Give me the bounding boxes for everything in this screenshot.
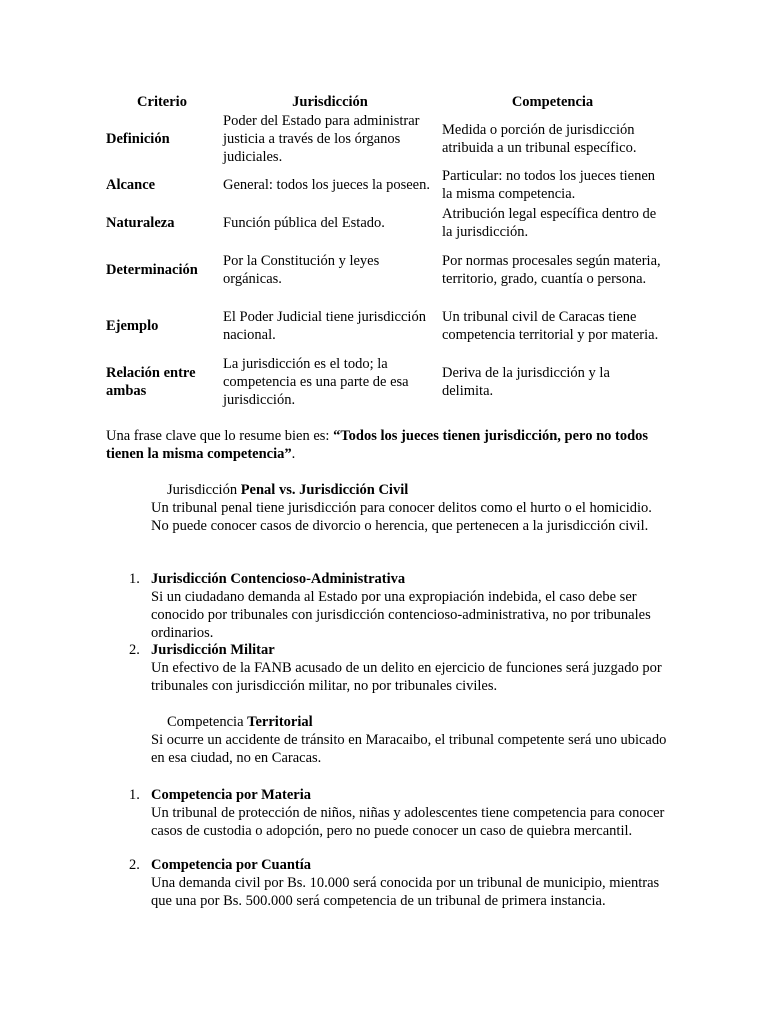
list-item [129,570,671,642]
row-competencia: Deriva de la jurisdicción y la delimita. [442,365,610,399]
list-item-title: Jurisdicción Contencioso-Administrativa [151,571,406,587]
row-jurisdiccion: General: todos los jueces la poseen. [223,177,430,193]
row-competencia: Atribución legal específica dentro de la jurisdicción. [442,206,657,240]
jurisdiccion-heading-text: Un tribunal penal tiene jurisdicción para conocer delitos como el hurto o el homicidio. No puede conocer casos de divorcio o herencia, que pertenecen a la jurisdicción civil. [151,500,652,534]
competencia-heading [167,713,313,731]
header-criterio: Criterio [137,94,187,110]
header-competencia: Competencia [511,94,594,110]
list-number: 1. [129,571,140,587]
table-header-row [103,92,665,112]
header-jurisdiccion: Jurisdicción [292,94,368,110]
list-item [129,856,671,910]
list-item-text: Un efectivo de la FANB acusado de un delito en ejercicio de funciones será juzgado por tribunales con jurisdicción militar, no por tribunales civiles. [151,660,662,694]
jurisdiccion-heading-bold: Penal vs. Jurisdicción Civil [240,482,409,498]
key-phrase-intro: Una frase clave que lo resume bien es: [106,428,334,444]
row-criterio: Definición [106,131,170,147]
list-item-text: Un tribunal de protección de niños, niñas y adolescentes tiene competencia para conocer casos de custodia o adopción, pero no puede conocer un caso de quiebra mercantil. [151,805,665,839]
key-phrase-paragraph [106,427,666,463]
list-number: 2. [129,642,140,658]
list-item-text: Una demanda civil por Bs. 10.000 será conocida por un tribunal de municipio, mientras que una por Bs. 500.000 será competencia de un tribunal de primera instancia. [151,875,660,909]
row-competencia: Particular: no todos los jueces tienen la misma competencia. [442,168,656,202]
row-criterio: Naturaleza [106,215,175,231]
key-phrase-end: . [291,446,296,462]
list-item [129,641,671,695]
list-item [129,786,671,840]
competencia-heading-plain: Competencia [167,714,248,730]
comparison-table [103,92,665,410]
row-competencia: Por normas procesales según materia, territorio, grado, cuantía o persona. [442,253,661,287]
row-criterio: Relación entre ambas [106,365,196,399]
row-jurisdiccion: Por la Constitución y leyes orgánicas. [223,253,380,287]
table-row [103,298,665,354]
table-row [103,166,665,204]
table-row [103,242,665,298]
table-row [103,204,665,242]
row-criterio: Alcance [106,177,156,193]
table-row [103,354,665,410]
list-item-title: Competencia por Materia [151,787,311,803]
list-number: 2. [129,857,140,873]
list-item-title: Competencia por Cuantía [151,857,312,873]
table-row [103,112,665,166]
key-phrase-quote: “Todos los jueces tienen jurisdicción, pero no todos tienen la misma competencia” [106,428,649,462]
list-item-text: Si un ciudadano demanda al Estado por una expropiación indebida, el caso debe ser conocido por tribunales con jurisdicción contencioso-administrativa, no por tribunales ordinarios. [151,589,651,641]
row-jurisdiccion: Función pública del Estado. [223,215,385,231]
list-item-title: Jurisdicción Militar [151,642,275,658]
competencia-heading-text: Si ocurre un accidente de tránsito en Maracaibo, el tribunal competente será uno ubicado en esa ciudad, no en Caracas. [151,732,667,766]
jurisdiccion-heading-plain: Jurisdicción [167,482,241,498]
row-competencia: Medida o porción de jurisdicción atribuida a un tribunal específico. [442,122,637,156]
list-number: 1. [129,787,140,803]
jurisdiccion-heading [167,481,408,499]
row-jurisdiccion: Poder del Estado para administrar justicia a través de los órganos judiciales. [223,113,420,165]
row-jurisdiccion: El Poder Judicial tiene jurisdicción nacional. [223,309,426,343]
row-criterio: Ejemplo [106,318,159,334]
row-competencia: Un tribunal civil de Caracas tiene competencia territorial y por materia. [442,309,659,343]
row-jurisdiccion: La jurisdicción es el todo; la competencia es una parte de esa jurisdicción. [223,356,409,408]
row-criterio: Determinación [106,262,198,278]
competencia-heading-bold: Territorial [247,714,313,730]
